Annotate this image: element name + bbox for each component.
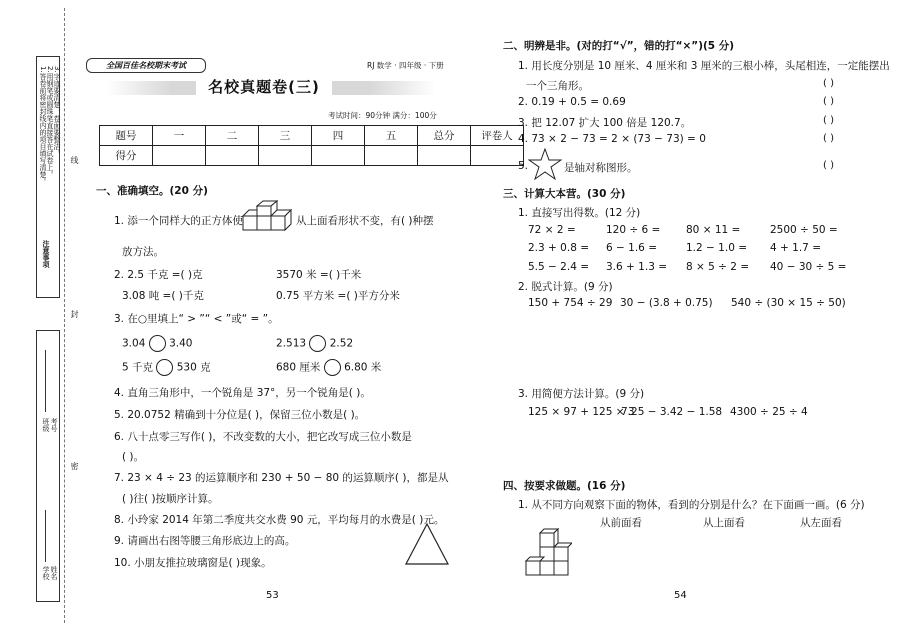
- section4-title: 四、按要求做题。(16 分): [503, 480, 626, 492]
- calc2-item: 30 − (3.8 + 0.75): [620, 297, 713, 309]
- q3-left: 3.04: [122, 337, 146, 350]
- q1-line-b: 从上面看形状不变，有( )种摆: [296, 215, 434, 227]
- calc2-title: 2. 脱式计算。(9 分): [518, 281, 613, 293]
- score-table: [99, 125, 524, 166]
- calc1-item: 5.5 − 2.4 =: [528, 261, 590, 273]
- class-label: 班级: [42, 418, 50, 432]
- isosceles-triangle-figure: [404, 522, 450, 566]
- student-info-box: [36, 330, 60, 602]
- judge-2: 2. 0.19 + 0.5 = 0.69: [518, 96, 626, 108]
- calc1-title: 1. 直接写出得数。(12 分): [518, 207, 641, 219]
- table-cell: 题号: [100, 126, 153, 146]
- seal-mark-seal: 封: [70, 310, 79, 318]
- q3-right: 2.52: [329, 337, 354, 350]
- q3-right: 3.40: [169, 337, 193, 350]
- header-stamp: 全国百佳名校期末考试: [86, 58, 206, 73]
- q5: 5. 20.0752 精确到十分位是( )，保留三位小数是( )。: [114, 409, 366, 421]
- calc1-item: 2.3 + 0.8 =: [528, 242, 590, 254]
- q3-item-3: [122, 359, 211, 376]
- calc3-item: 7.25 − 3.42 − 1.58: [621, 406, 723, 418]
- q3-title: 3. 在○里填上“ > ”“ < ”或“ = ”。: [114, 313, 279, 325]
- score-table-header-row: [100, 126, 524, 146]
- seal-mark-line: 线: [70, 156, 79, 164]
- calc1-item: 2500 ÷ 50 =: [770, 224, 838, 236]
- calc1-item: 80 × 11 =: [686, 224, 741, 236]
- judge-1b: 一个三角形。: [526, 80, 589, 92]
- table-cell: 一: [153, 126, 206, 146]
- calc2-item: 150 + 754 ÷ 29: [528, 297, 613, 309]
- notes-line-1: 1.答卷前将密封线内的项目填写清楚。: [39, 66, 47, 185]
- q7-a: 7. 23 × 4 ÷ 23 的运算顺序和 230 + 50 − 80 的运算顺序( )，都是从: [114, 472, 449, 484]
- calc1-item: 4 + 1.7 =: [770, 242, 821, 254]
- table-cell: 二: [206, 126, 259, 146]
- judge-1a: 1. 用长度分别是 10 厘米、4 厘米和 3 厘米的三根小棒，头尾相连，一定能摆出: [518, 60, 890, 72]
- score-input[interactable]: [418, 146, 471, 166]
- compare-circle[interactable]: [156, 359, 173, 376]
- class-field[interactable]: [45, 350, 46, 412]
- section1-title: 一、准确填空。(20 分): [96, 185, 208, 197]
- table-cell: 三: [259, 126, 312, 146]
- q1-line-a: [114, 213, 243, 228]
- name-label: 姓名: [50, 566, 58, 580]
- judge-5b: 是轴对称图形。: [564, 162, 638, 174]
- q2-b2: 0.75 平方米 =( )平方分米: [276, 290, 400, 302]
- page-number-left: 53: [266, 590, 279, 601]
- q6-b: ( )。: [122, 451, 145, 463]
- calc1-item: 120 ÷ 6 =: [606, 224, 661, 236]
- score-input[interactable]: [259, 146, 312, 166]
- calc3-title: 3. 用简便方法计算。(9 分): [518, 388, 645, 400]
- calc1-item: 8 × 5 ÷ 2 =: [686, 261, 750, 273]
- section3-title: 三、计算大本营。(30 分): [503, 188, 626, 200]
- header-meta: RJ 数学 · 四年级 · 下册: [367, 61, 444, 70]
- calc2-item: 540 ÷ (30 × 15 ÷ 50): [731, 297, 846, 309]
- compare-circle[interactable]: [324, 359, 341, 376]
- calc1-item: 1.2 − 1.0 =: [686, 242, 748, 254]
- q4: 4. 直角三角形中，一个锐角是 37°，另一个锐角是( )。: [114, 387, 371, 399]
- q1-text-a: 1. 添一个同样大的正方体使: [114, 215, 243, 227]
- view-label-front: 从前面看: [600, 517, 642, 529]
- q3-item-4: [276, 359, 381, 376]
- score-input[interactable]: [206, 146, 259, 166]
- q2-a1: 2. 2.5 千克 =( )克: [114, 269, 203, 281]
- exam-info: 考试时间：90分钟 满分：100分: [328, 111, 437, 120]
- section2-title: 二、明辨是非。(对的打“√”，错的打“×”)(5 分): [503, 40, 735, 52]
- q3-right: 530 克: [176, 361, 211, 374]
- q1-line-c: 放方法。: [122, 246, 164, 258]
- cube-stack-icon: [241, 200, 293, 234]
- q6-a: 6. 八十点零三写作( )，不改变数的大小，把它改写成三位小数是: [114, 431, 412, 443]
- calc1-item: 6 − 1.6 =: [606, 242, 657, 254]
- q9: 9. 请画出右图等腰三角形底边上的高。: [114, 535, 296, 547]
- score-input[interactable]: [471, 146, 524, 166]
- table-cell: 五: [365, 126, 418, 146]
- q3-left: 680 厘米: [276, 361, 321, 374]
- score-input[interactable]: [153, 146, 206, 166]
- score-input[interactable]: [312, 146, 365, 166]
- view-label-left: 从左面看: [800, 517, 842, 529]
- calc1-item: 72 × 2 =: [528, 224, 576, 236]
- q3-item-2: [276, 335, 353, 352]
- judge-5a: 5.: [518, 160, 529, 172]
- seal-line: [64, 8, 65, 623]
- judge-3: 3. 把 12.07 扩大 100 倍是 120.7。: [518, 117, 692, 129]
- exam-no-label: 考号: [50, 418, 58, 432]
- compare-circle[interactable]: [309, 335, 326, 352]
- judge-2-answer[interactable]: ( ): [823, 96, 834, 107]
- school-field[interactable]: [45, 510, 46, 562]
- q3-left: 5 千克: [122, 361, 154, 374]
- table-cell: 总分: [418, 126, 471, 146]
- seal-mark-dense: 密: [70, 462, 79, 470]
- notes-label: 注意事项: [42, 240, 50, 268]
- q3-left: 2.513: [276, 337, 307, 350]
- q3-item-1: [122, 335, 192, 352]
- judge-4: 4. 73 × 2 − 73 = 2 × (73 − 73) = 0: [518, 133, 706, 145]
- q8: 8. 小玲家 2014 年第二季度共交水费 90 元，平均每月的水费是( )元。: [114, 514, 445, 526]
- judge-5-answer[interactable]: ( ): [823, 160, 834, 171]
- table-cell: 得分: [100, 146, 153, 166]
- school-label: 学校: [42, 566, 50, 580]
- notes-line-3: 3.字迹要清楚，卷面要整洁。: [53, 66, 61, 157]
- view-label-top: 从上面看: [703, 517, 745, 529]
- draw1-title: 1. 从不同方向观察下面的物体，看到的分别是什么？在下面画一画。(6 分): [518, 499, 865, 511]
- notes-line-2: 2.用钢笔或圆珠笔直接答在试卷上。: [46, 66, 54, 178]
- star-icon: [528, 148, 562, 180]
- table-cell: 四: [312, 126, 365, 146]
- calc3-item: 4300 ÷ 25 ÷ 4: [730, 406, 808, 418]
- q3-right: 6.80 米: [344, 361, 382, 374]
- judge-1-answer[interactable]: ( ): [823, 78, 834, 89]
- judge-4-answer[interactable]: ( ): [823, 133, 834, 144]
- q10: 10. 小朋友推拉玻璃窗是( )现象。: [114, 557, 272, 569]
- judge-3-answer[interactable]: ( ): [823, 115, 834, 126]
- score-input[interactable]: [365, 146, 418, 166]
- page-title: 名校真题卷(三): [196, 77, 332, 97]
- score-table-score-row: [100, 146, 524, 166]
- calc1-item: 3.6 + 1.3 =: [606, 261, 668, 273]
- q7-b: ( )往( )按顺序计算。: [122, 493, 219, 505]
- q2-b1: 3.08 吨 =( )千克: [122, 290, 204, 302]
- calc1-item: 40 − 30 ÷ 5 =: [770, 261, 847, 273]
- q2-a2: 3570 米 =( )千米: [276, 269, 362, 281]
- table-cell: 评卷人: [471, 126, 524, 146]
- stacked-cubes-figure: [524, 517, 572, 579]
- calc3-item: 125 × 97 + 125 × 3: [528, 406, 635, 418]
- page-number-right: 54: [674, 590, 687, 601]
- compare-circle[interactable]: [149, 335, 166, 352]
